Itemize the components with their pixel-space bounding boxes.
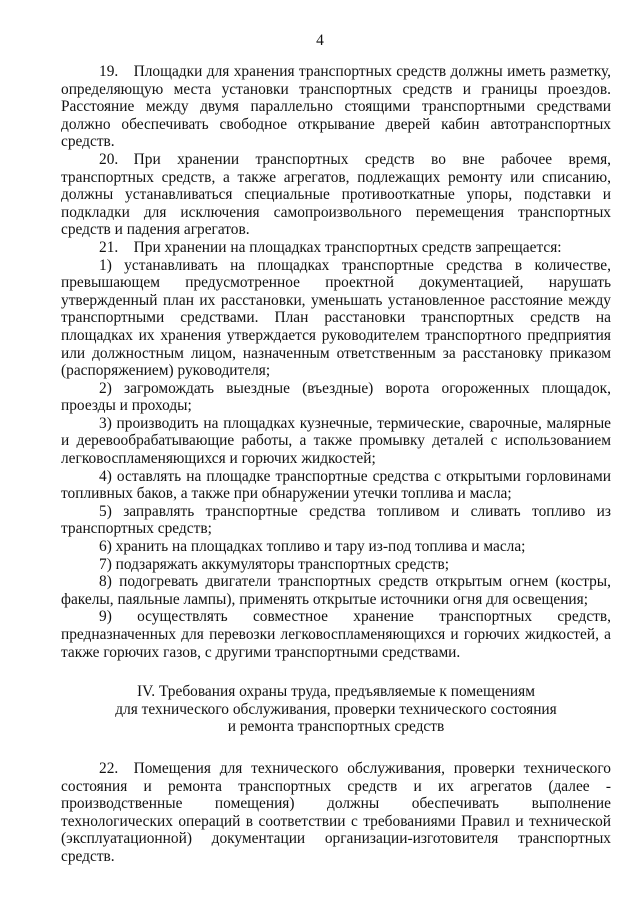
list-item-4: 4) оставлять на площадке транспортные средства с открытыми горловинами топливных баков, а также при обнаружении утечки топлива и масла; (61, 467, 611, 503)
list-item-7: 7) подзаряжать аккумуляторы транспортных средств; (99, 555, 450, 573)
paragraph-19: 19. Площадки для хранения транспортных средств должны иметь разметку, определяющую места установки транспортных средств и границы проездов. Расстояние между двумя параллельно стоящими транспортными средствами должно обеспечивать свободное открывание дверей кабин автотранспортных средств. (61, 63, 611, 151)
section-heading-line-1: IV. Требования охраны труда, предъявляемые к помещениям (137, 683, 535, 701)
page-number: 4 (316, 32, 324, 49)
list-item-1: 1) устанавливать на площадках транспортные средства в количестве, превышающем предусмотренное проектной документацией, нарушать утвержденный план их расстановки, уменьшать установленное расстояние между транспортными средствами. План расстановки транспортных средств на площадках их хранения утверждается руководителем транспортного предприятия или должностным лицом, назначенным ответственным за расстановку приказом (распоряжением) руководителя; (61, 256, 611, 380)
paragraph-21: 21. При хранении на площадках транспортных средств запрещается: (99, 238, 562, 256)
paragraph-22: 22. Помещения для технического обслуживания, проверки технического состояния и ремонта транспортных средств и их агрегатов (далее - производственные помещения) должны обеспечивать выполнение технологических операций в соответствии с требованиями Правил и технической (эксплуатационной) документации организации-изготовителя транспортных средств. (61, 759, 611, 865)
list-item-5: 5) заправлять транспортные средства топливом и сливать топливо из транспортных средств; (61, 502, 611, 538)
list-item-3: 3) производить на площадках кузнечные, термические, сварочные, малярные и деревообрабатывающие работы, а также промывку деталей с использованием легковоспламеняющихся и горючих жидкостей; (61, 414, 611, 468)
section-heading-line-3: и ремонта транспортных средств (227, 718, 445, 736)
document-body (61, 63, 611, 866)
list-item-8: 8) подогревать двигатели транспортных средств открытым огнем (костры, факелы, паяльные лампы), применять открытые источники огня для освещения; (61, 573, 611, 608)
list-item-2: 2) загромождать выездные (въездные) ворота огороженных площадок, проезды и проходы; (61, 379, 611, 415)
section-heading (61, 683, 611, 736)
section-heading-line-2: для технического обслуживания, проверки технического состояния (115, 700, 557, 718)
paragraph-20: 20. При хранении транспортных средств во вне рабочее время, транспортных средств, а также агрегатов, подлежащих ремонту или списанию, должны устанавливаться специальные противооткатные упоры, подставки и подкладки для исключения самопроизвольного перемещения транспортных средств и падения агрегатов. (61, 150, 611, 239)
list-item-6: 6) хранить на площадках топливо и тару из-под топлива и масла; (99, 538, 526, 556)
list-item-9: 9) осуществлять совместное хранение транспортных средств, предназначенных для перевозки легковоспламеняющихся и горючих жидкостей, а также горючих газов, с другими транспортными средствами. (61, 608, 611, 661)
